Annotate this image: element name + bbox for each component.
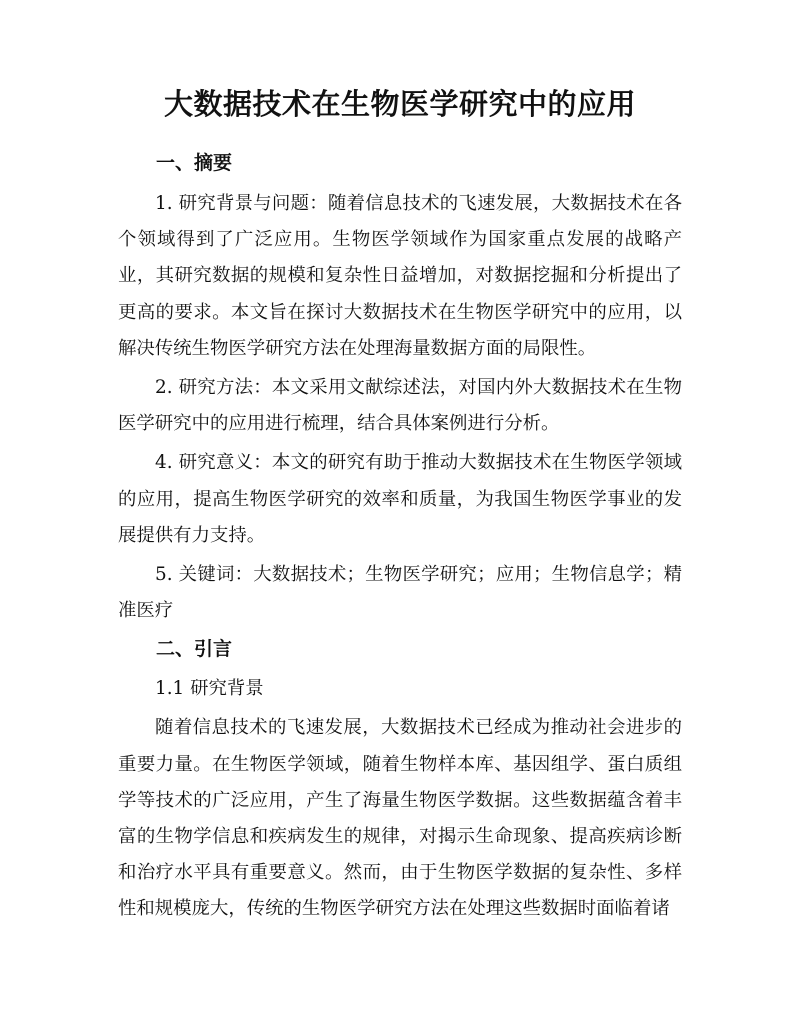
- paragraph: 5. 关键词：大数据技术；生物医学研究；应用；生物信息学；精准医疗: [118, 564, 682, 622]
- section-heading: 一、摘要: [156, 152, 233, 174]
- paragraph: 1. 研究背景与问题：随着信息技术的飞速发展，大数据技术在各个领域得到了广泛应用。生物医学领域作为国家重点发展的战略产业，其研究数据的规模和复杂性日益增加，对数据挖掘和分析提出了更高的要求。本文旨在探讨大数据技术在生物医学研究中的应用，以解决传统生物医学研究方法在处理海量数据方面的局限性。: [118, 193, 682, 359]
- paragraph: 随着信息技术的飞速发展，大数据技术已经成为推动社会进步的重要力量。在生物医学领域，随着生物样本库、基因组学、蛋白质组学等技术的广泛应用，产生了海量生物医学数据。这些数据蕴含着丰富的生物学信息和疾病发生的规律，对揭示生命现象、提高疾病诊断和治疗水平具有重要意义。然而，由于生物医学数据的复杂性、多样性和规模庞大，传统的生物医学研究方法在处理这些数据时面临着诸: [118, 717, 682, 920]
- section-introduction: [118, 632, 682, 927]
- section-heading: 二、引言: [156, 638, 233, 661]
- paragraph: 2. 研究方法：本文采用文献综述法，对国内外大数据技术在生物医学研究中的应用进行梳理，结合具体案例进行分析。: [118, 377, 682, 435]
- paragraph: 4. 研究意义：本文的研究有助于推动大数据技术在生物医学领域的应用，提高生物医学研究的效率和质量，为我国生物医学事业的发展提供有力支持。: [118, 452, 682, 546]
- section-abstract: [118, 146, 682, 629]
- document-title: 大数据技术在生物医学研究中的应用: [163, 87, 636, 121]
- subsection-heading: 1.1 研究背景: [155, 678, 264, 700]
